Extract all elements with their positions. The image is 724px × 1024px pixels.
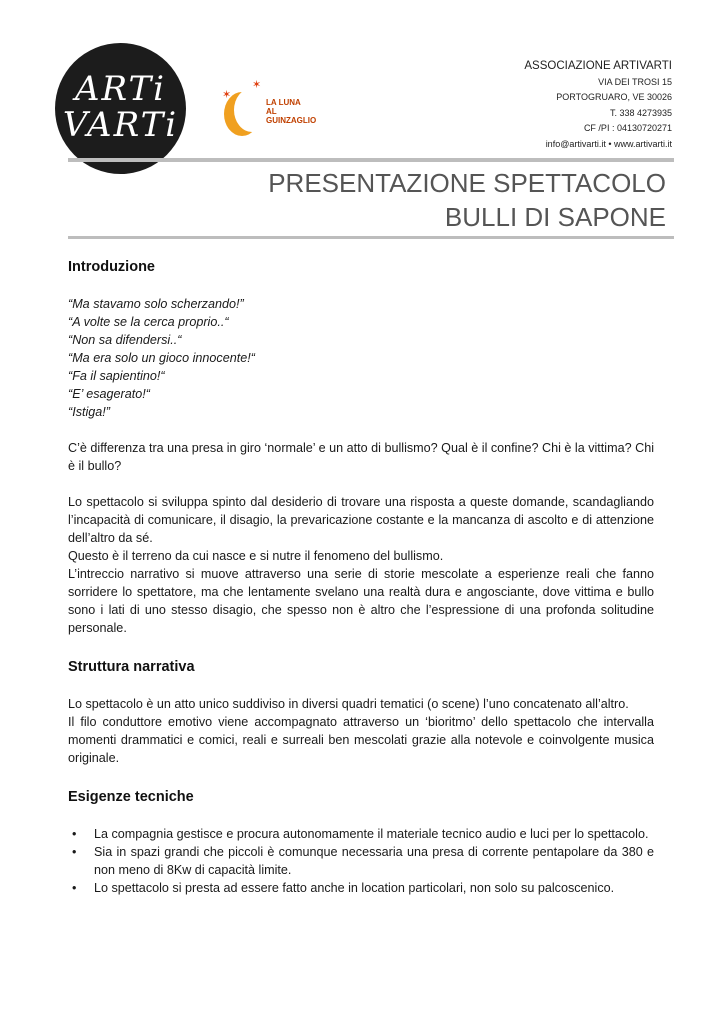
paragraph-text: Il filo conduttore emotivo viene accompagnato attraverso un ‘bioritmo’ dello spettacolo che intervalla momenti drammatici e comici, reali e surreali ben mescolati grazie alla notevole e coinvolgente musica originale. [68,715,654,765]
document-body [68,257,654,915]
divider [68,236,674,239]
requirements-list [68,825,654,897]
quote: “Ma era solo un gioco innocente!“ [68,351,255,365]
list-item: • Lo spettacolo si presta ad essere fatto anche in location particolari, non solo su palcoscenico. [68,879,654,897]
city: PORTOGRUARO, VE 30026 [556,92,672,102]
quote: “Istiga!” [68,405,110,419]
organization-address [524,59,672,152]
quote: “E’ esagerato!“ [68,387,150,401]
quote: “A volte se la cerca proprio..“ [68,315,229,329]
page-title [268,166,666,234]
heading-introduzione: Introduzione [68,259,155,275]
paragraph-text: Lo spettacolo è un atto unico suddiviso in diversi quadri tematici (o scene) l’uno concatenato all’altro. [68,697,629,711]
paragraph-text: L’intreccio narrativo si muove attraverso una serie di storie mescolate a esperienze reali che fanno sorridere lo spettatore, ma che lentamente svelano una realtà dura e angosciante, dove vittima e bullo sono i lati di uno stesso disagio, che spesso non è altro che l’espressione di una profonda solitudine personale. [68,567,654,635]
paragraph [68,493,654,637]
tax-id: CF /PI : 04130720271 [583,123,672,133]
moon-icon [234,88,270,132]
paragraph: C’è differenza tra una presa in giro ‘normale’ e un atto di bullismo? Qual è il confine? Chi è la vittima? Chi è il bullo? [68,441,654,473]
org-name: ASSOCIAZIONE ARTIVARTI [524,60,672,72]
title-line2: BULLI DI SAPONE [444,202,666,232]
artivarti-logo: ARTi VARTi [55,43,186,174]
luna-al-guinzaglio-logo: ✶ ✶ ✶ LA LUNA AL GUINZAGLIO [222,86,332,136]
star-icon: ✶ [252,79,262,91]
quote: “Fa il sapientino!“ [68,369,165,383]
star-icon: ✶ [222,89,232,101]
paragraph-text: Questo è il terreno da cui nasce e si nutre il fenomeno del bullismo. [68,549,444,563]
quotes [68,295,654,421]
paragraph-text: Lo spettacolo si sviluppa spinto dal desiderio di trovare una risposta a queste domande, scandagliando l’incapacità di comunicare, il disagio, la prevaricazione costante e la mancanza di ascolto e di attenzione dell’altro da sé. [68,495,654,545]
street: VIA DEI TROSI 15 [598,76,672,87]
quote: “Ma stavamo solo scherzando!” [68,297,244,311]
title-line1: PRESENTAZIONE SPETTACOLO [268,168,666,198]
paragraph [68,695,654,767]
contact: info@artivarti.it • www.artivarti.it [545,138,672,149]
list-item: • Sia in spazi grandi che piccoli è comunque necessaria una presa di corrente pentapolare da 380 e non meno di 8Kw di capacità limite. [68,843,654,879]
phone: T. 338 4273935 [609,107,672,118]
heading-struttura: Struttura narrativa [68,659,195,675]
quote: “Non sa difendersi..“ [68,333,182,347]
divider [68,158,674,162]
heading-esigenze: Esigenze tecniche [68,789,194,805]
star-icon: ✶ [226,117,236,129]
list-item: • La compagnia gestisce e procura autonomamente il materiale tecnico audio e luci per lo spettacolo. [68,825,654,843]
